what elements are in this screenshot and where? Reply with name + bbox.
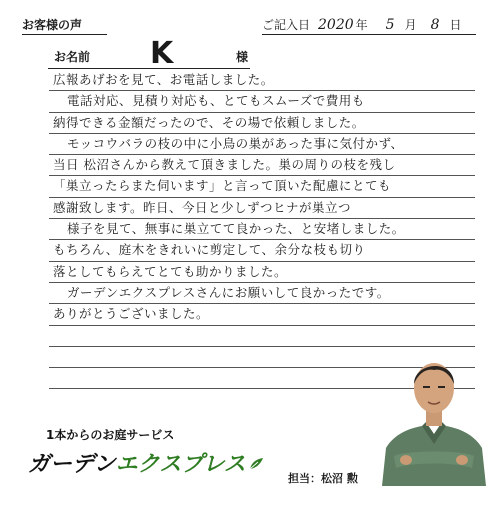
leaf-icon <box>248 457 264 471</box>
name-underline <box>48 68 250 69</box>
staff-label: 担当：松沼 勲 <box>288 472 358 485</box>
brand-name-part2: エクスプレス <box>115 452 246 477</box>
brand-logo <box>28 447 288 478</box>
date-day-unit: 日 <box>449 18 462 32</box>
form-title: お客様の声 <box>22 18 83 32</box>
name-label: お名前 <box>54 50 91 64</box>
date-month-unit: 月 <box>404 18 417 32</box>
handwritten-message <box>49 70 475 389</box>
date-field <box>262 16 462 33</box>
message-line: 「巣立ったらまた伺います」と言って頂いた配慮にとても <box>49 176 475 197</box>
message-line: ガーデンエクスプレスさんにお願いして良かったです。 <box>49 283 475 304</box>
message-line: ありがとうございました。 <box>49 304 475 325</box>
date-prefix: ご記入日 <box>262 18 311 32</box>
message-line: 落としてもらえてとても助かりました。 <box>49 262 475 283</box>
customer-name: K <box>150 36 174 71</box>
date-day: 8 <box>430 17 440 33</box>
brand-name-part1: ガーデン <box>28 452 116 477</box>
brand-tagline: 1本からのお庭サービス <box>46 428 175 442</box>
message-line: モッコウバラの枝の中に小鳥の巣があった事に気付かず、 <box>49 134 475 155</box>
honorific: 様 <box>236 50 249 64</box>
staff-photo <box>376 344 492 486</box>
message-line: 様子を見て、無事に巣立てて良かった、と安堵しました。 <box>49 219 475 240</box>
message-line: 電話対応、見積り対応も、とてもスムーズで費用も <box>49 91 475 112</box>
date-year: 2020 <box>318 17 354 33</box>
date-year-unit: 年 <box>355 18 368 32</box>
brand-block <box>28 426 288 478</box>
form-title-underline <box>22 34 107 35</box>
date-underline <box>262 34 476 35</box>
message-line: もちろん、庭木をきれいに剪定して、余分な枝も切り <box>49 240 475 261</box>
message-line: 納得できる金額だったので、その場で依頼しました。 <box>49 113 475 134</box>
message-line: 当日 松沼さんから教えて頂きました。巣の周りの枝を残し <box>49 155 475 176</box>
date-month: 5 <box>385 17 395 33</box>
message-line: 広報あげおを見て、お電話しました。 <box>49 70 475 91</box>
message-line: 感謝致します。昨日、今日と少しずつヒナが巣立つ <box>49 198 475 219</box>
